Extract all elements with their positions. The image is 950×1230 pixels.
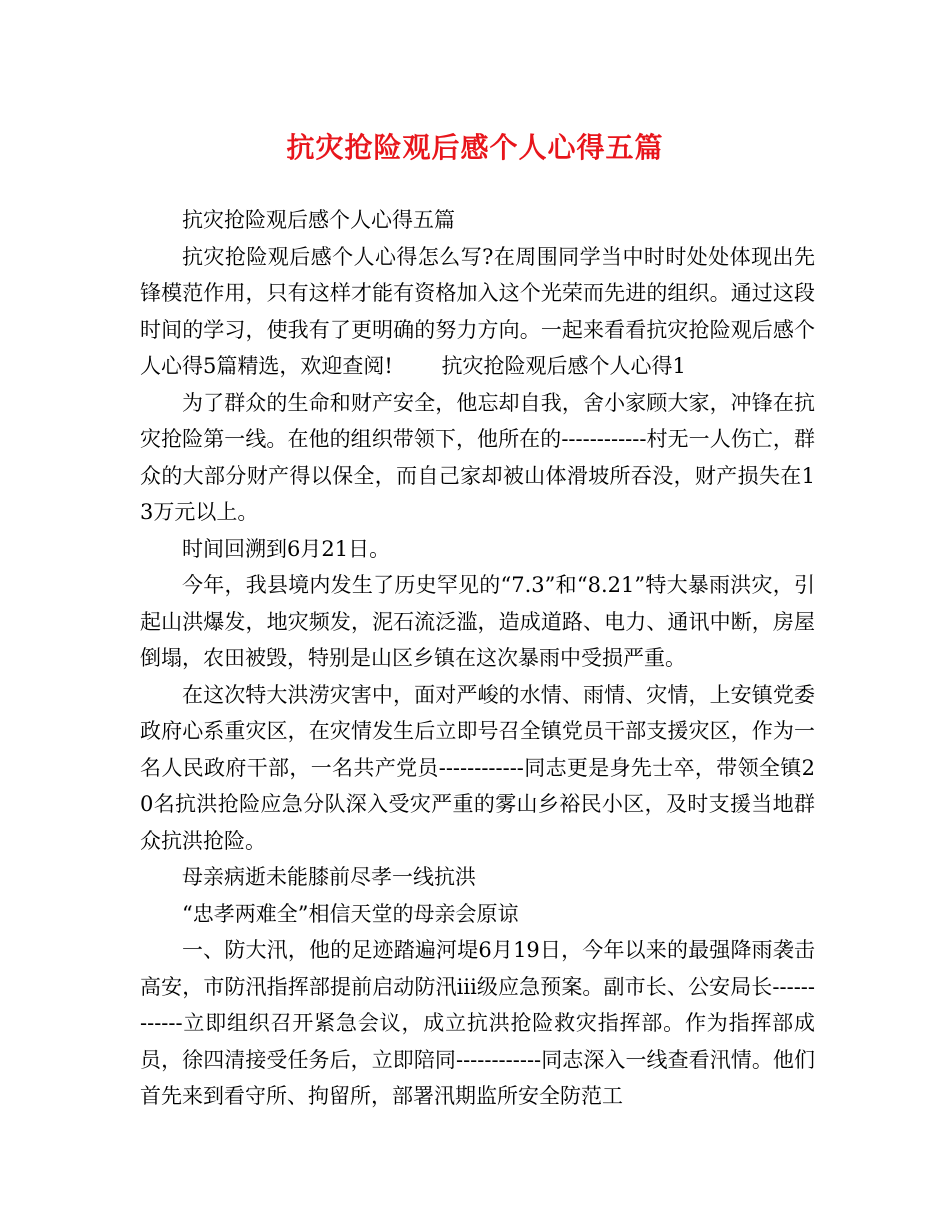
body-paragraph: 为了群众的生命和财产安全，他忘却自我，舍小家顾大家，冲锋在抗灾抢险第一线。在他的组织带领下，他所在的------------村无一人伤亡，群众的大部分财产得以保全，而自己家却被山体滑坡所吞没，财产损失在13万元以上。 [140, 390, 815, 524]
body-paragraph: 时间回溯到6月21日。 [182, 536, 391, 561]
intro-paragraph: 抗灾抢险观后感个人心得怎么写?在周围同学当中时时处处体现出先锋模范作用，只有这样才能有资格加入这个光荣而先进的组织。通过这段时间的学习，使我有了更明确的努力方向。一起来看看抗灾抢险观后感个人心得5篇精选，欢迎查阅! 抗灾抢险观后感个人心得1 [140, 244, 815, 378]
document-title: 抗灾抢险观后感个人心得五篇 [286, 131, 664, 164]
body-paragraph: 今年，我县境内发生了历史罕见的“7.3”和“8.21”特大暴雨洪灾，引起山洪爆发，地灾频发，泥石流泛滥，造成道路、电力、通讯中断，房屋倒塌，农田被毁，特别是山区乡镇在这次暴雨中受损严重。 [140, 573, 815, 670]
body-paragraph: 一、防大汛，他的足迹踏遍河堤6月19日，今年以来的最强降雨袭击高安，市防汛指挥部提前启动防汛iii级应急预案。副市长、公安局长------------立即组织召开紧急会议，成立抗洪抢险救灾指挥部。作为指挥部成员，徐四清接受任务后，立即陪同------------同志深入一线查看汛情。他们首先来到看守所、拘留所，部署汛期监所安全防范工 [140, 938, 815, 1108]
document-body [140, 202, 815, 1115]
body-paragraph: 在这次特大洪涝灾害中，面对严峻的水情、雨情、灾情，上安镇党委政府心系重灾区，在灾情发生后立即号召全镇党员干部支援灾区，作为一名人民政府干部，一名共产党员------------同志更是身先士卒，带领全镇20名抗洪抢险应急分队深入受灾严重的雾山乡裕民小区，及时支援当地群众抗洪抢险。 [140, 682, 815, 853]
section-heading: 母亲病逝未能膝前尽孝一线抗洪 [182, 865, 476, 889]
section-heading: “忠孝两难全”相信天堂的母亲会原谅 [182, 901, 519, 926]
subtitle-paragraph: 抗灾抢险观后感个人心得五篇 [182, 208, 455, 232]
